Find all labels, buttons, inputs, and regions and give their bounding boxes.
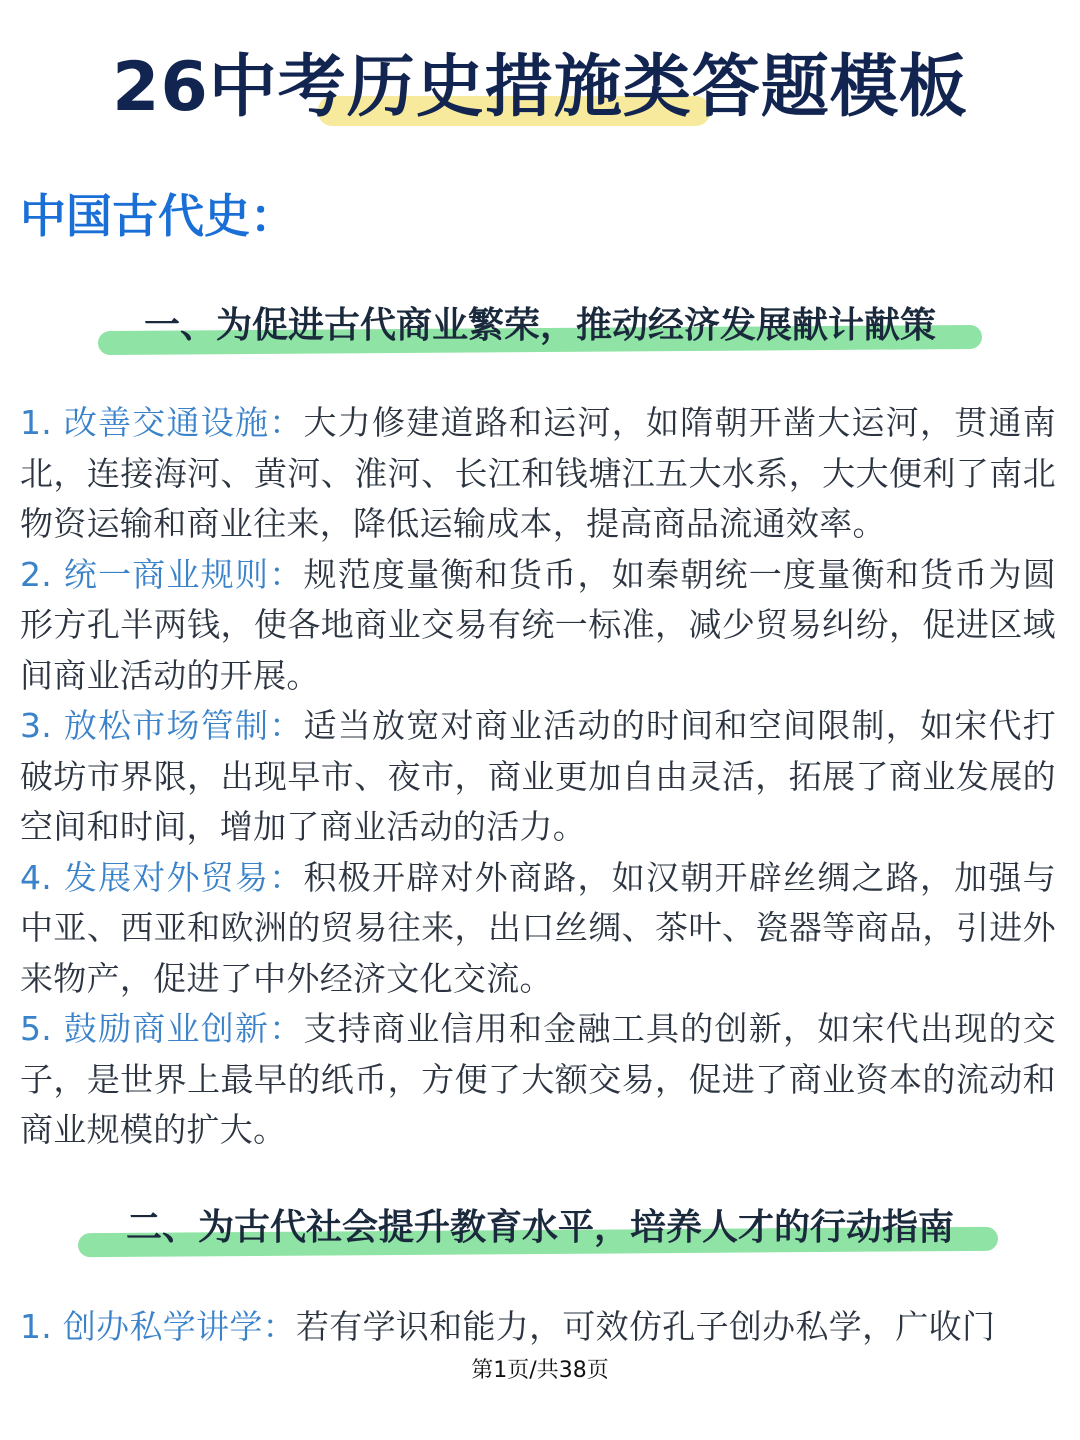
era-heading: 中国古代史： (20, 189, 296, 243)
list-item (20, 1302, 1056, 1353)
item-body: 大力修建道路和运河，如隋朝开凿大运河，贯通南北，连接海河、黄河、淮河、长江和钱塘江五大水系，大大便利了南北物资运输和商业往来，降低运输成本，提高商品流通效率。 (20, 403, 1056, 543)
item-body: 若有学识和能力，可效仿孔子创办私学，广收门 (295, 1307, 996, 1346)
item-heading: 3. 放松市场管制： (20, 706, 304, 745)
commerce-measures-list (20, 398, 1056, 1156)
item-body: 规范度量衡和货币，如秦朝统一度量衡和货币为圆形方孔半两钱，使各地商业交易有统一标准，减少贸易纠纷，促进区域间商业活动的开展。 (20, 554, 1056, 695)
item-heading: 1. 改善交通设施： (20, 403, 304, 442)
list-item (20, 550, 1056, 702)
item-heading: 4. 发展对外贸易： (20, 857, 304, 897)
page-title: 26中考历史措施类答题模板 (112, 48, 968, 127)
page-title-block (0, 38, 1080, 138)
list-item (20, 853, 1056, 1005)
education-measures-list (20, 1302, 1056, 1353)
list-item (20, 1004, 1056, 1156)
item-body: 支持商业信用和金融工具的创新，如宋代出现的交子，是世界上最早的纸币，方便了大额交易，促进了商业资本的流动和商业规模的扩大。 (20, 1009, 1056, 1149)
list-item (20, 398, 1056, 550)
section-heading-text: 二、为古代社会提升教育水平，培养人才的行动指南 (125, 1207, 954, 1248)
section-heading-commerce (0, 298, 1080, 354)
item-heading: 5. 鼓励商业创新： (20, 1009, 304, 1048)
section-heading-education (0, 1200, 1080, 1256)
section-heading-text: 一、为促进古代商业繁荣，推动经济发展献计献策 (143, 305, 936, 346)
item-heading: 1. 创办私学讲学： (20, 1307, 296, 1346)
item-body: 适当放宽对商业活动的时间和空间限制，如宋代打破坊市界限，出现早市、夜市，商业更加自由灵活，拓展了商业发展的空间和时间，增加了商业活动的活力。 (20, 706, 1056, 846)
list-item (20, 701, 1056, 853)
item-body: 积极开辟对外商路，如汉朝开辟丝绸之路，加强与中亚、西亚和欧洲的贸易往来，出口丝绸、茶叶、瓷器等商品，引进外来物产，促进了中外经济文化交流。 (20, 857, 1056, 998)
item-heading: 2. 统一商业规则： (20, 554, 304, 594)
page-indicator: 第1页/共38页 (471, 1358, 609, 1383)
